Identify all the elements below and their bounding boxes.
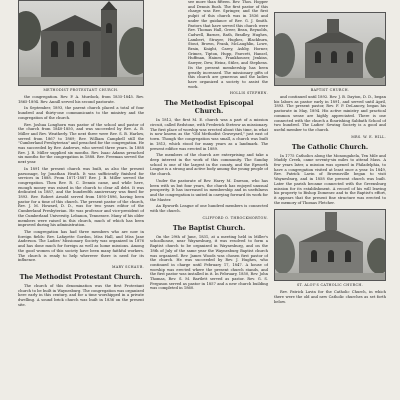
paragraph: The congregation has had three members who are now in foreign fields: Rev. Lafayette Gordon, Miss Hall, and Miss Jane Anderson. The Ladies' Missionary Society was organized in 1876 and has done much for foreign as well as home missions. Among the good women of this society have been many faithful workers. The church is ready to help wherever there is need for its influence.: [18, 229, 144, 263]
column-middle: [150, 0, 268, 400]
methodist-protestant-caption: METHODIST PROTESTANT CHURCH.: [43, 88, 119, 92]
paragraph: The members of the church are enterprising and take a deep interest in the work of this community. The Sunday school is one of the largest in the county, and the Epworth League is a strong and active body among the young people of the church.: [150, 153, 268, 177]
paragraph: An Epworth League of one hundred members is connected with the church.: [150, 204, 268, 214]
signature: MARY SCHAUB.: [111, 264, 144, 269]
column-right: [274, 0, 386, 400]
paragraph: In 1812, the first M. E. church was a part of a mission circuit, called Redstone, with Frederick Stetrow as missionary. The first place of worship was erected about this time, in what is now known as the "Old Methodist Graveyard," just east of town. Though the congregation was small, a church was built in 1813, which stood for many years as a landmark. The present edifice was erected in 1889.: [150, 118, 268, 151]
catholic-caption: ST. ALOY'S CATHOLIC CHURCH.: [296, 283, 364, 288]
paragraph: and continued until 1892. Rev. J. B. Dayton, D. D., began his labors as pastor early in 1891, and served until April, 1893. The present pastor, Rev. F. P. DeLancey, began his pastorate in May, 1894. His active ministry and practical common sense are highly appreciated. There is one connected with the church a flourishing Sabbath School of two hundred. The Ladies' Sewing Society is a good and useful member to the church.: [274, 95, 386, 132]
methodist-protestant-church-photo: [18, 0, 144, 86]
catholic-church-photo: [274, 209, 386, 281]
paragraph: In 1775 Catholics along the Monongahela, Ten Mile and Muddy Creek, came seventy-six miles to attend Mass. A few years later, a mission was opened in Philadelphia, to have a congregation visited at least once a year. In 1849, Rev. Patrick Lavin of Brownsville began to visit Waynesburg, and in 1858 the present church was built. Later the parish became connected with the Greensburg mission for its establishment. A record of his will leaving his property to Bishop Domenec and to the Baptist's effort, it appears that the present fine structure was erected to the memory of Thomas Fletcher.: [274, 153, 386, 205]
paragraph: The church of this denomination was the first Protestant church to be built in Waynesburg. The congregation was organized here early in this century, and for a time worshipped in a private dwelling. A sound brick church was built in 1836 on the present site.: [18, 283, 144, 307]
paragraph: On the 29th of June, 1831, at a meeting held in Miller's schoolhouse, near Waynesburg, it was resolved to form a Baptist church to be organized in Waynesburg, and on the 18th of July of the same year the Waynesburg Baptist church was organized. Rev. James Woods was chosen first pastor of the church. He was succeeded by Rev. J. Hughes, who continued in charge until February 17, 1847. A house of worship was erected where the present church stands, and the first pastor was installed in it. In February, 1850, Rev. John Thomas, Rev. S. M. Bartlett served as pastor. Rev. G. S. Ferguson served as pastor in 1857 and a new church building was completed in 1860.: [150, 234, 268, 291]
section-heading: The Methodist Episcopal Church.: [164, 99, 254, 116]
paragraph: see more than fifteen. Rev. Thos. Hopper and Dennis Rush. The first pastor of this charge was Rev. Springer, and the first pulpit of this church was in 1836 and under the guidance of Rev. G. J. Smith. Pastors that have served this church were Rev. Thomas Hall, Greer, Bean, Reynolds, Cadwell, Barnes, Bath, Bradley, Hughes, Lambert, Strayer, Hughes, Blackburn, Stout, Brown, Frank, McLaughlin, Lowe, Brain, Knight, Carey, Ashby, Horner, Grimes, Tipton, Hupp, Fawcett, Hansel, Huffman, Haines, Frankhouser, Jenkins, Sawyer, Dew, Heinz, Stiles, and Stephens. Its the present membership has been greatly increased. The missionary gifts of this church are generous and the ladies have organized a society to assist the work.: [188, 0, 268, 89]
baptist-caption: BAPTIST CHURCH.: [310, 88, 350, 92]
section-heading: The Methodist Protestant Church.: [19, 272, 143, 281]
column-left: [18, 0, 144, 400]
section-heading: The Catholic Church.: [291, 142, 369, 151]
signature: CLIFFORD O. THROCKMORTON.: [202, 215, 268, 220]
paragraph: In September, 1893, the parent church placed a total of four hundred and thirty-one communicants to the ministry and the congregation of the church.: [18, 106, 144, 120]
signature: MRS. W. E. HILL.: [351, 134, 386, 139]
baptist-church-photo: [274, 12, 386, 86]
paragraph: In 1891 the present church was built, as also the present parsonage, by Jonathan Heath. It was sufficiently finished for services in 1888. From 1871-1887 Rev. J. B. Miller served the congregation. Then Rev. R. C. Dennis came, and while here, enough money was raised in the church to clear all debt. It was dedicated in 1887, and the hundredth anniversary was fixed for 1893. Rev. Robert Arnold served from 1895-1896, having been pastor for a time of this church. The present pastor of the church, Rev. J. M. Howard, D. D., was for two years editor of the Cumberland Presbyterian. He was professor and vice-president of the Cumberland University, Lebanon, Tennessee. Many of his older members were raised in this church, much of which has been improved during his administration.: [18, 166, 144, 228]
paragraph: Rev. Patrick Lavin for the Catholic Church, in which there were the old and new Catholic churches as set forth below.: [274, 290, 386, 304]
paragraph: Rev. Joshua Longhorn was pastor of the school and pastor of the church from 1840-1850, and was succeeded by Rev. A. B. Miller and Rev. Weatherly. The next three were Rev. S. B. Harlow, served from 1867 to 1869; Rev. William Campbell still the "Cumberland Presbyterian" and preached for the congregation. He was succeeded by Rev. Andrews, who served three years. In 1888 Rev. J. R. Miller supplied six months. Rev. Isaac Adams preached six months for the congregation in 1888. Rev. Freeman served the next year.: [18, 122, 144, 165]
signature: HOLLIS STEPHEN.: [229, 91, 268, 96]
paragraph: the congregation. Rev. P. A. Murdock, from 1835-1845. Rev. 1865-1894. Rev. Annill served his second pastorate.: [18, 95, 144, 104]
paragraph: Under the pastorate of Rev. Harry M. Dawson, who has been with us but four years, the church has enjoyed unusual prosperity. It has increased in membership and in usefulness and the congregation is united in carrying forward its work for the Master.: [150, 178, 268, 202]
section-heading: The Baptist Church.: [172, 223, 246, 232]
